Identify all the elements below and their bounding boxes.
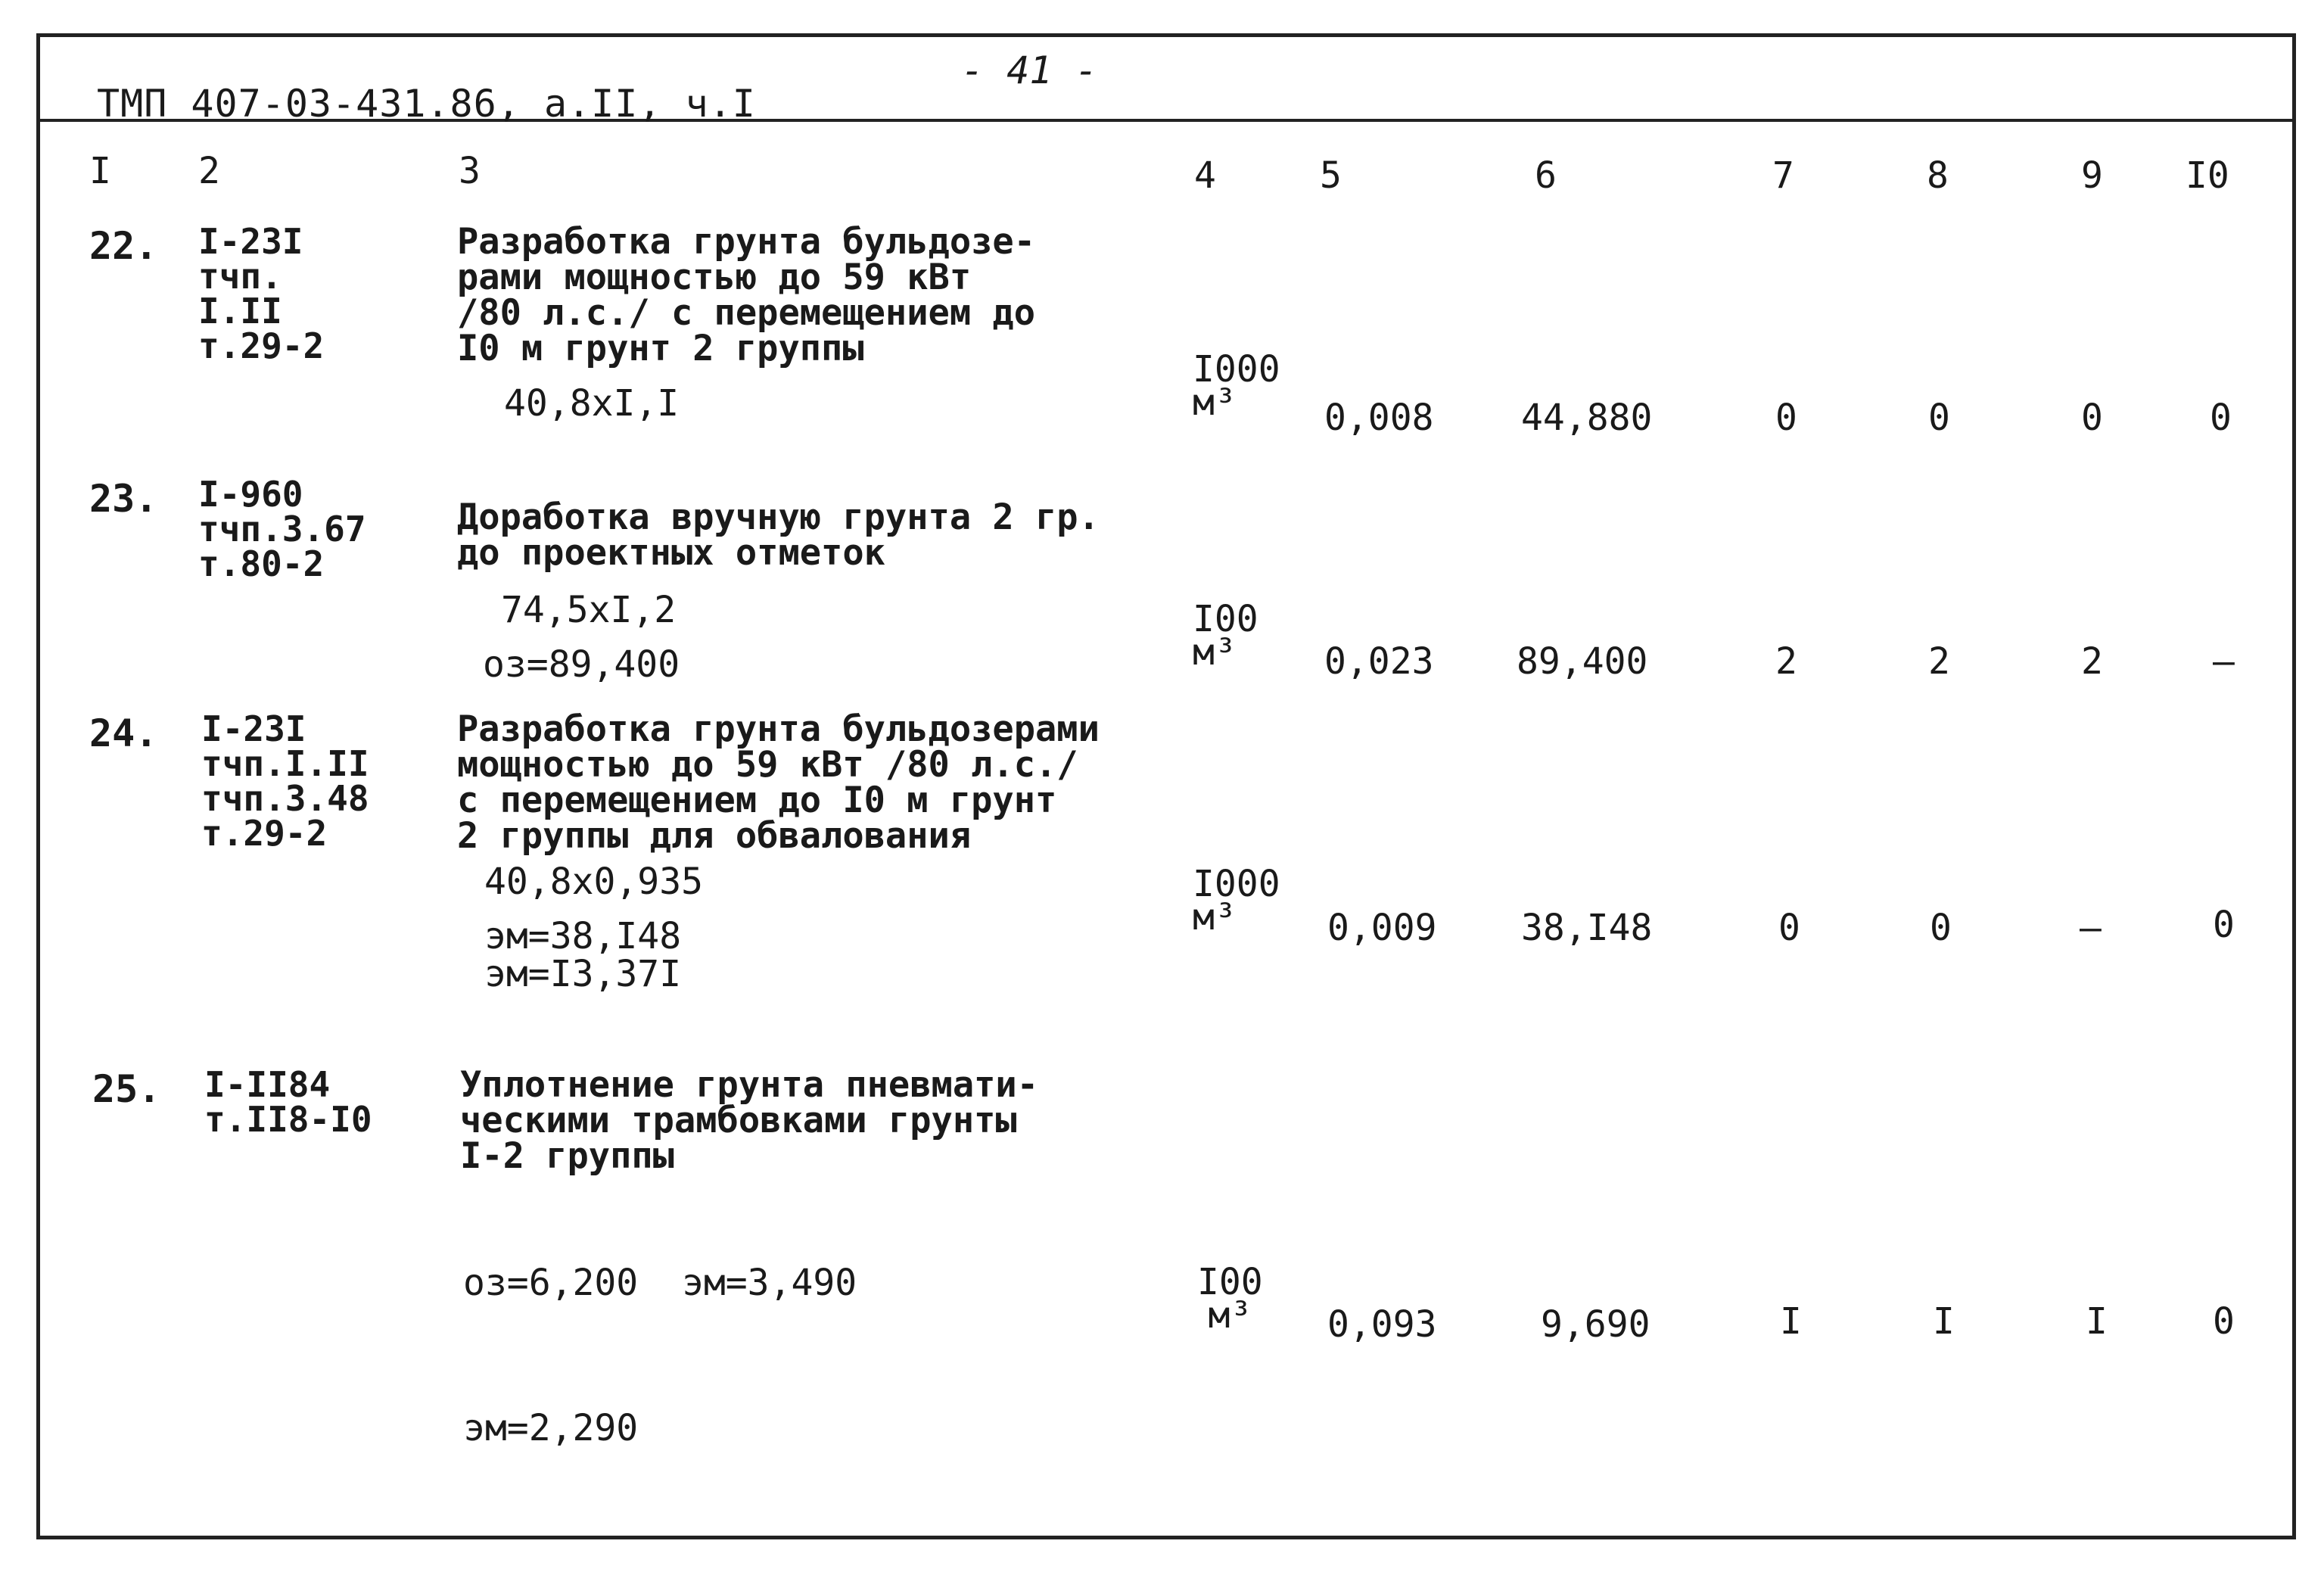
value-col7: I [1780,1300,1802,1343]
value-col8: I [1933,1300,1955,1343]
work-description: Доработка вручную грунта 2 гр. до проектных отметок [457,496,1100,574]
value-col7: 0 [1775,397,1797,439]
value-col6: 44,880 [1521,397,1653,439]
calculation: 40,8x0,935 эм=38,I48 эм=I3,37I [484,861,703,995]
work-description: Разработка грунта бульдозе- рами мощностью до 59 кВт /80 л.с./ с перемещением до I0 м грунт 2 группы [457,221,1036,369]
column-header-1: I [89,150,111,192]
row-number: 25. [92,1067,161,1111]
row-number: 24. [89,711,158,755]
column-header-4: 4 [1194,154,1216,197]
value-col9: I [2086,1300,2108,1343]
norm-code: I-23I тчп.I.II тчп.3.48 т.29-2 [201,708,369,854]
unit-of-measure: I00 м³ [1197,1261,1263,1337]
value-col8: 0 [1928,397,1950,439]
value-col9: 2 [2081,640,2103,683]
row-number: 23. [89,477,158,521]
value-col10: 0 [2213,904,2235,946]
value-col6: 89,400 [1517,640,1648,683]
value-col10: – [2213,640,2235,683]
unit-of-measure: I000 м³ [1193,348,1280,424]
document-reference: ТМП 407-03-431.86, а.II, ч.I [97,82,756,126]
column-header-2: 2 [198,150,220,192]
quantity-col5: 0,093 [1327,1303,1437,1346]
quantity-col5: 0,023 [1324,640,1434,683]
quantity-col5: 0,009 [1327,907,1437,949]
document-sheet [36,33,2296,1539]
unit-of-measure: I000 м³ [1193,863,1280,938]
value-col8: 2 [1928,640,1950,683]
quantity-col5: 0,008 [1324,397,1434,439]
value-col6: 38,I48 [1521,907,1653,949]
value-col8: 0 [1930,907,1952,949]
value-col7: 2 [1775,640,1797,683]
value-col6: 9,690 [1541,1303,1650,1346]
page-number: - 41 - [961,48,1098,92]
calculation: 74,5xI,2 оз=89,400 [483,589,680,686]
column-header-10: I0 [2186,154,2229,197]
column-header-5: 5 [1320,154,1342,197]
calculation: оз=6,200 эм=3,490 эм=2,290 [463,1262,857,1449]
column-header-9: 9 [2081,154,2103,197]
calculation: 40,8xI,I [504,382,680,425]
norm-code: I-II84 т.II8-I0 [204,1064,372,1140]
column-header-8: 8 [1927,154,1949,197]
value-col7: 0 [1778,907,1800,949]
unit-of-measure: I00 м³ [1193,598,1258,674]
work-description: Уплотнение грунта пневмати- ческими трамбовками грунты I-2 группы [460,1064,1039,1177]
value-col9: 0 [2081,397,2103,439]
value-col9: – [2080,907,2102,949]
value-col10: 0 [2213,1300,2235,1343]
value-col10: 0 [2210,397,2232,439]
norm-code: I-23I тчп. I.II т.29-2 [198,221,325,366]
norm-code: I-960 тчп.3.67 т.80-2 [198,474,366,584]
column-header-7: 7 [1772,154,1794,197]
work-description: Разработка грунта бульдозерами мощностью до 59 кВт /80 л.с./ с перемещением до I0 м грунт 2 группы для обвалования [457,708,1100,857]
column-header-6: 6 [1535,154,1557,197]
column-header-3: 3 [459,150,481,192]
row-number: 22. [89,224,158,268]
